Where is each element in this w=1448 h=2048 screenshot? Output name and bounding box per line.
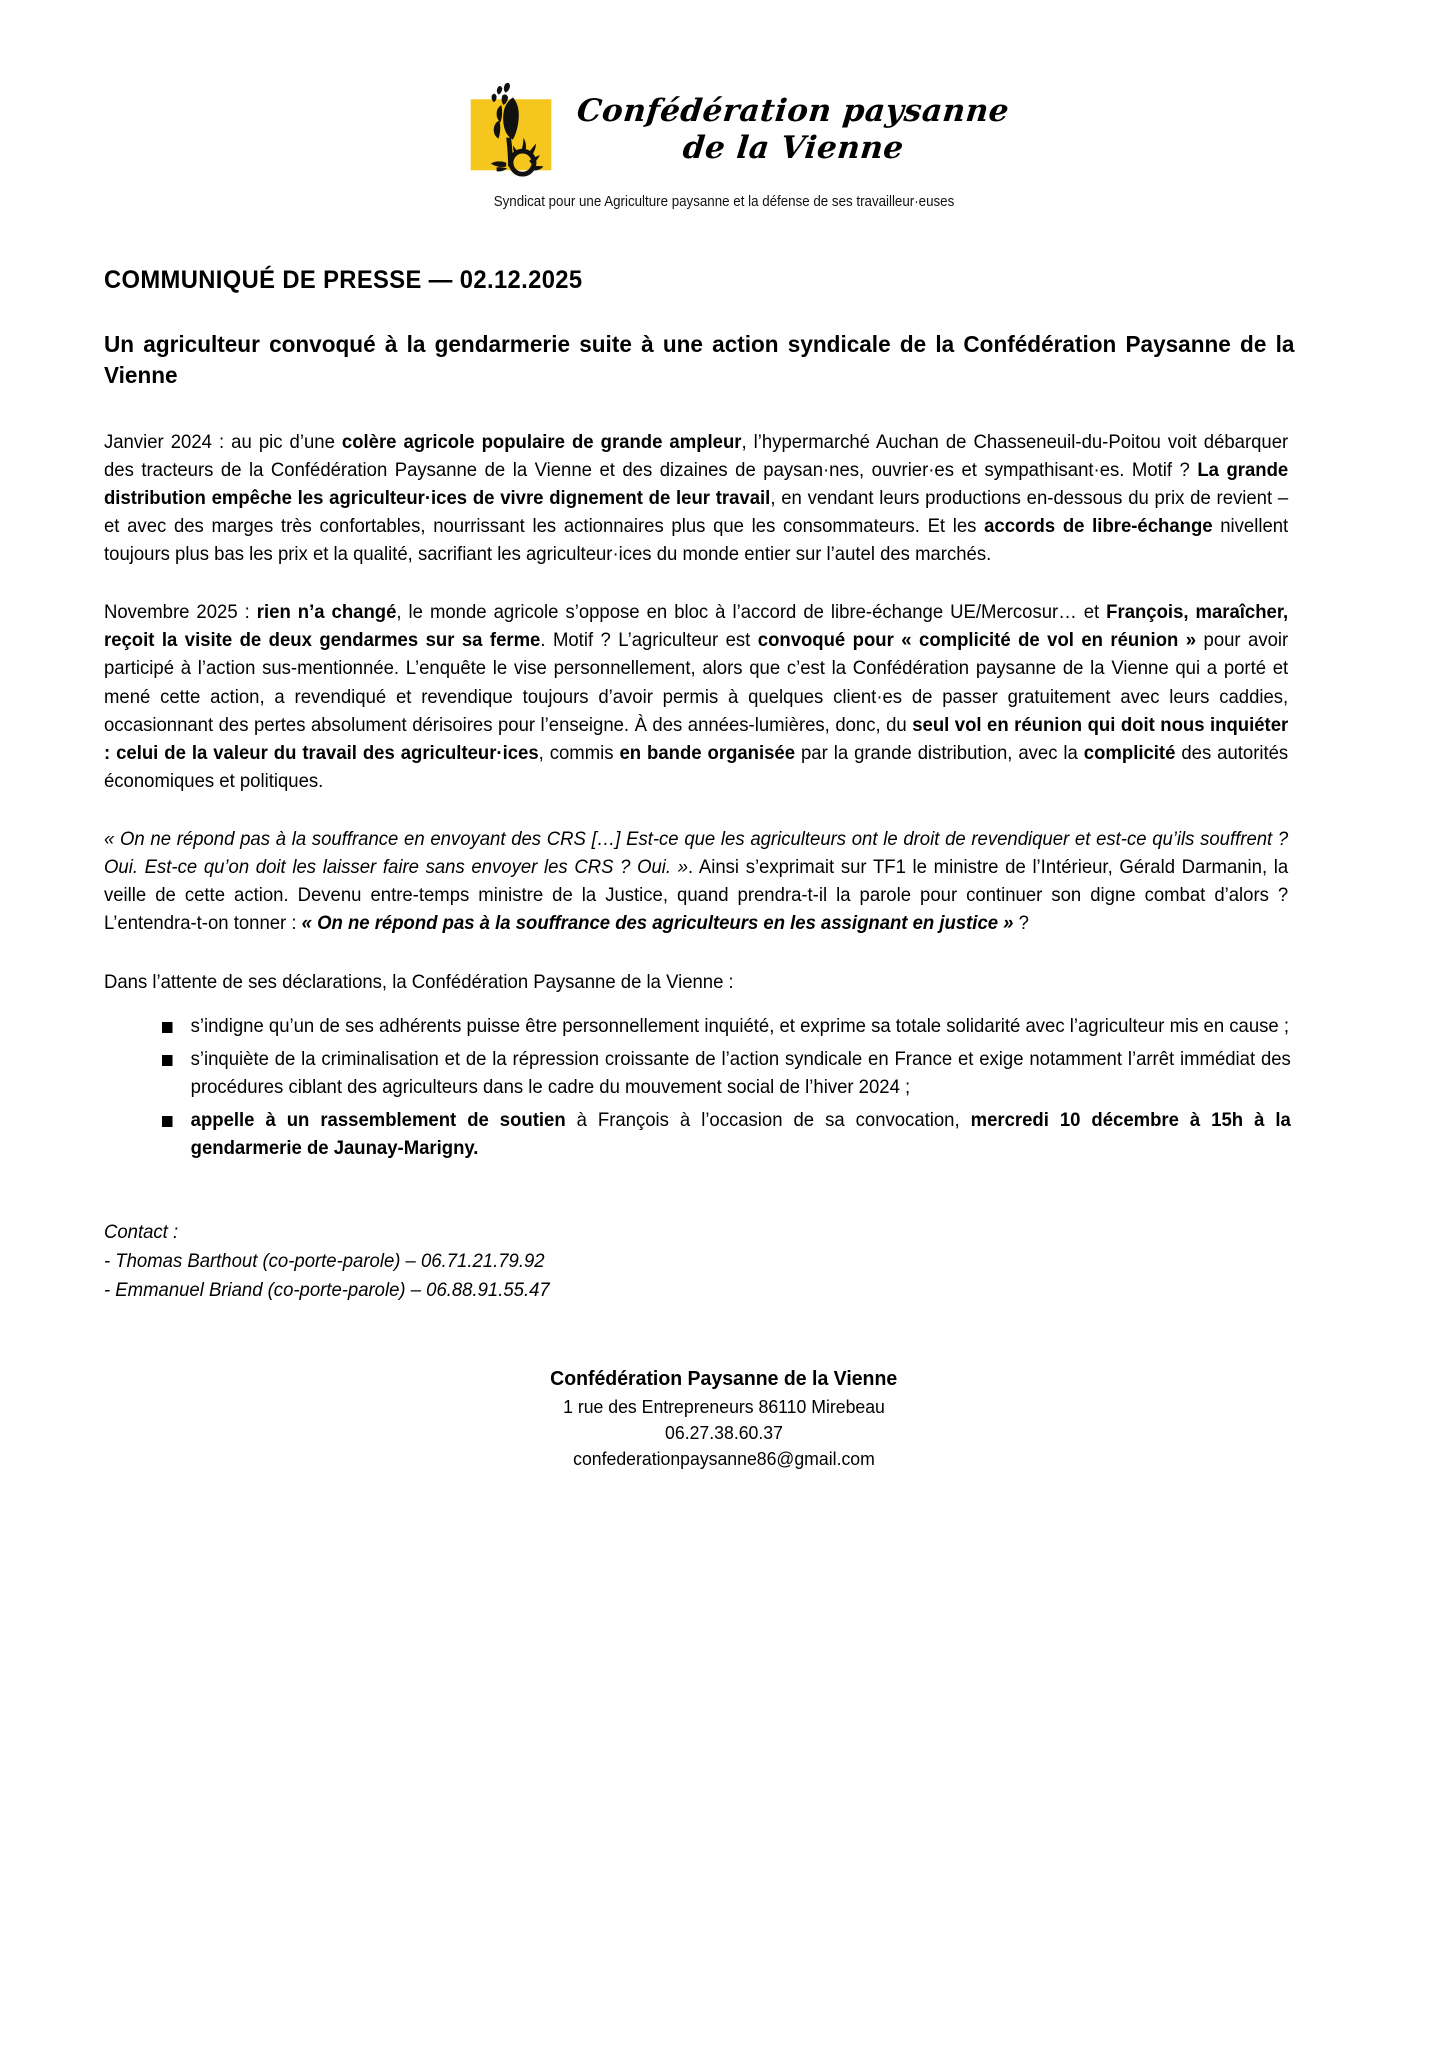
list-item <box>162 1012 1291 1040</box>
footer-address: 1 rue des Entrepreneurs 86110 Mirebeau <box>563 1395 885 1417</box>
wheat-ear-sun-logo-icon <box>463 82 559 178</box>
footer-phone: 06.27.38.60.37 <box>665 1421 783 1443</box>
p1-bold3: accords de libre-échange <box>984 514 1213 537</box>
p2-seg1: Novembre 2025 : <box>104 601 257 624</box>
bullet-3-bold-prefix: appelle à un rassemblement de soutien <box>190 1109 566 1131</box>
document-body <box>0 266 1448 1473</box>
bullet-3-bold-suffix: mercredi 10 décembre à 15h à la gendarmerie de Jaunay-Marigny. <box>190 1109 1291 1160</box>
p2-bold5: en bande organisée <box>619 741 796 764</box>
logo-row <box>455 82 1011 178</box>
p1-bold2: La grande distribution empêche les agriculteur·ices de vivre dignement de leur travail <box>104 458 1289 509</box>
p2-seg7: des autorités économiques et politiques. <box>104 741 1289 792</box>
bullet-1-text: s’indigne qu’un de ses adhérents puisse être personnellement inquiété, et exprime sa totale solidarité avec l’agriculteur mis en cause ; <box>190 1014 1289 1037</box>
list-item <box>162 1045 1291 1101</box>
logo-tagline: Syndicat pour une Agriculture paysanne et la défense de ses travailleur·euses <box>493 194 955 210</box>
paragraph-2 <box>104 598 1288 795</box>
p2-seg5: , commis <box>538 741 620 764</box>
footer-org-name: Confédération Paysanne de la Vienne <box>550 1367 898 1391</box>
p1-seg3: , en vendant leurs productions en-dessous du prix de revient – et avec des marges très confortables, nourrissant les actionnaires plus que les consommateurs. Et les <box>104 486 1289 537</box>
bullet-2-text: s’inquiète de la criminalisation et de la répression croissante de l’action syndicale en France et exige notamment l’arrêt immédiat des procédures ciblant des agriculteurs dans le cadre du mouvement social de l’hiver 2024 ; <box>190 1047 1291 1098</box>
bullet-3-text: à François à l’occasion de sa convocation, <box>565 1109 971 1131</box>
list-item <box>162 1106 1291 1162</box>
p2-seg4: pour avoir participé à l’action sus-mentionnée. L’enquête le vise personnellement, alors que c’est la Confédération paysanne de la Vienne qui a porté et mené cette action, a revendiqué et revendique toujours d’avoir permis à quelques client·es de passer gratuitement avec leurs caddies, occasionnant des pertes absolument dérisoires pour l’enseigne. À des années-lumières, donc, du <box>104 629 1289 736</box>
p2-bold2: François, maraîcher, reçoit la visite de deux gendarmes sur sa ferme <box>104 601 1289 652</box>
darmanin-quote-1: « On ne répond pas à la souffrance en envoyant des CRS […] Est-ce que les agriculteurs ont le droit de revendiquer et est-ce qu’ils souffrent ? Oui. Est-ce qu’on doit les laisser faire sans envoyer les CRS ? Oui. » <box>104 828 1289 879</box>
p2-seg2: , le monde agricole s’oppose en bloc à l’accord de libre-échange UE/Mercosur… et <box>396 601 1107 624</box>
paragraph-1 <box>104 428 1288 569</box>
press-release-kicker: COMMUNIQUÉ DE PRESSE — 02.12.2025 <box>104 266 583 294</box>
p2-bold6: complicité <box>1083 741 1176 764</box>
p1-bold1: colère agricole populaire de grande ampleur <box>341 430 742 453</box>
p2-seg3: . Motif ? L’agriculteur est <box>540 629 758 652</box>
logo-name-line-2: de la Vienne <box>680 130 906 166</box>
page-title: Un agriculteur convoqué à la gendarmerie suite à une action syndicale de la Confédération Paysanne de la Vienne <box>104 331 1295 389</box>
contact-person-1: - Thomas Barthout (co-porte-parole) – 06.71.21.79.92 <box>104 1249 545 1272</box>
square-bullet-icon <box>162 1022 173 1033</box>
p1-seg2: , l’hypermarché Auchan de Chasseneuil-du-Poitou voit débarquer des tracteurs de la Confédération Paysanne de la Vienne et des dizaines de paysan·nes, ouvrier·es et sympathisant·es. Motif ? <box>104 430 1289 481</box>
darmanin-quote-2: « On ne répond pas à la souffrance des agriculteurs en les assignant en justice » <box>301 912 1014 935</box>
contact-block <box>104 1218 1288 1304</box>
letterhead <box>0 0 1448 210</box>
p1-seg4: nivellent toujours plus bas les prix et la qualité, sacrifiant les agriculteur·ices du monde entier sur l’autel des marchés. <box>104 514 1289 565</box>
p1-seg1: Janvier 2024 : au pic d’une <box>104 430 342 453</box>
contact-label: Contact : <box>104 1221 179 1244</box>
square-bullet-icon <box>162 1116 173 1127</box>
contact-person-2: - Emmanuel Briand (co-porte-parole) – 06.88.91.55.47 <box>104 1278 550 1301</box>
p3-seg2: ? <box>1013 912 1029 935</box>
demands-list <box>104 1012 1344 1163</box>
logo-name-line-1: Confédération paysanne <box>575 93 1011 129</box>
p2-seg6: par la grande distribution, avec la <box>795 741 1084 764</box>
p2-bold3: convoqué pour « complicité de vol en réunion » <box>757 629 1197 652</box>
paragraph-3-quote <box>104 825 1288 938</box>
footer-email: confederationpaysanne86@gmail.com <box>573 1448 875 1470</box>
square-bullet-icon <box>162 1055 173 1066</box>
p3-seg1: . Ainsi s’exprimait sur TF1 le ministre de l’Intérieur, Gérald Darmanin, la veille de cette action. Devenu entre-temps ministre de la Justice, quand prendra-t-il la parole pour continuer son digne combat d’alors ? L’entendra-t-on tonner : <box>104 856 1289 935</box>
p2-bold1: rien n’a changé <box>256 601 397 624</box>
list-lead-in: Dans l’attente de ses déclarations, la Confédération Paysanne de la Vienne : <box>104 970 734 993</box>
logo-wordmark <box>575 93 1011 166</box>
logo-block <box>459 82 1011 210</box>
p2-bold4: seul vol en réunion qui doit nous inquiéter : celui de la valeur du travail des agriculteur·ices <box>104 713 1289 764</box>
document-footer <box>104 1364 1344 1472</box>
